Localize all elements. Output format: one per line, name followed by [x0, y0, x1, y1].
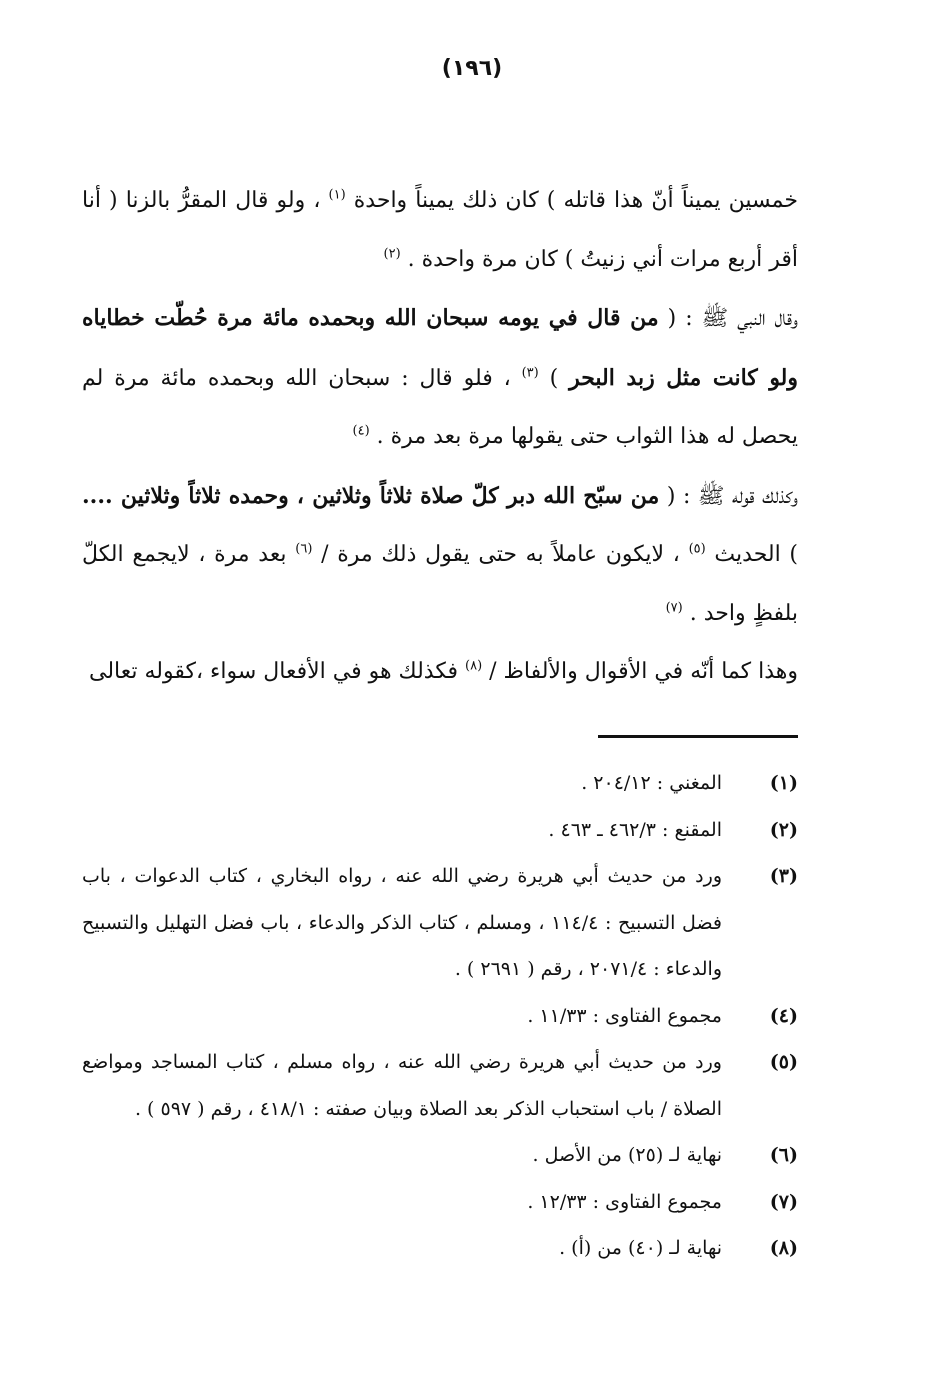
paragraph-3: [82, 467, 798, 644]
footnotes: [82, 760, 798, 1272]
footnote-2: [82, 807, 798, 854]
paragraph-1-text-b: ، ولو قال المقرُّ بالزنا ( أنا أقر أربع مرات أني زنيتُ ) كان مرة واحدة .: [82, 188, 798, 272]
footnote-ref-2: (٢): [383, 246, 401, 262]
footnote-4: [82, 993, 798, 1040]
footnote-number: (٣): [769, 865, 798, 887]
footnote-number: (٧): [769, 1190, 798, 1213]
paragraph-3-text-a: وكذلك قوله ﷺ : (: [659, 483, 799, 509]
paragraph-2-text-c: ، فلو قال : سبحان الله وبحمده مائة مرة لم يحصل له هذا الثواب حتى يقولها مرة بعد مرة .: [82, 365, 798, 449]
footnote-ref-3: (٣): [521, 365, 539, 381]
paragraph-2-text-a: وقال النبي ﷺ : (: [658, 306, 798, 331]
footnote-number: (١): [769, 772, 798, 794]
footnote-ref-5: (٥): [688, 541, 706, 557]
footnote-number: (٨): [769, 1237, 798, 1259]
footnote-ref-6: (٦): [295, 541, 313, 557]
paragraph-3-text-c: ، لايكون عاملاً به حتى يقول ذلك مرة /: [312, 542, 689, 567]
footnote-number: (٦): [769, 1144, 798, 1166]
footnote-8: [82, 1225, 798, 1272]
footnote-3: [82, 853, 798, 993]
paragraph-1: [82, 172, 798, 289]
footnote-number: (٥): [769, 1051, 798, 1073]
footnote-ref-7: (٧): [665, 600, 683, 616]
paragraph-4: [82, 643, 798, 702]
footnote-text: ورد من حديث أبي هريرة رضي الله عنه ، رواه مسلم ، كتاب المساجد ومواضع الصلاة / باب استحباب الذكر بعد الصلاة وبيان صفته : ٤١٨/١ ، رقم ( ٥٩٧ ) .: [82, 1051, 722, 1120]
footnote-number: (٤): [769, 1004, 798, 1027]
footnote-text: المقنع : ٤٦٢/٣ ـ ٤٦٣ .: [548, 818, 722, 841]
footnote-text: المغني : ٢٠٤/١٢ .: [581, 772, 722, 794]
paragraph-3-text-d: بعد مرة ، لايجمع الكلّ بلفظٍ واحد .: [82, 542, 798, 626]
footnote-ref-1: (١): [328, 187, 346, 203]
paragraph-3-text-b: ) الحديث: [705, 542, 798, 567]
hadith-quote-1: من قال في يومه سبحان الله وبحمده مائة مرة حُطّت خطاياه ولو كانت مثل زبد البحر: [82, 305, 799, 391]
page-number: (١٩٦): [441, 56, 503, 81]
footnote-ref-4: (٤): [352, 423, 370, 439]
paragraph-4-text-b: فكذلك هو في الأفعال سواء ،كقوله تعالى: [89, 659, 466, 684]
footnote-text: ورد من حديث أبي هريرة رضي الله عنه ، رواه البخاري ، كتاب الدعوات ، باب فضل التسبيح : ١١٤/٤ ، ومسلم ، كتاب الذكر والدعاء ، باب فضل التهليل والتسبيح والدعاء : ٢٠٧١/٤ ، رقم ( ٢٦٩١ ) .: [82, 865, 723, 980]
footnote-text: نهاية لـ (٤٠) من (أ) .: [559, 1237, 722, 1259]
paragraph-2: [82, 289, 798, 467]
footnote-divider: [598, 735, 798, 738]
hadith-quote-2: من سبّح الله دبر كلّ صلاة ثلاثاً وثلاثين ، وحمده ثلاثاً وثلاثين ....: [82, 482, 660, 509]
paragraph-1-text: خمسين يميناً أنّ هذا قاتله ) كان ذلك يميناً واحدة: [345, 188, 798, 213]
footnote-ref-8: (٨): [465, 658, 483, 674]
footnote-6: [82, 1132, 798, 1179]
body-text: [82, 172, 798, 702]
footnote-number: (٢): [769, 818, 798, 841]
footnote-5: [82, 1039, 798, 1132]
footnote-1: [82, 760, 798, 807]
footnote-text: مجموع الفتاوى : ١١/٣٣ .: [527, 1004, 722, 1027]
paragraph-4-text-a: وهذا كما أنّه في الأقوال والألفاظ /: [482, 659, 798, 684]
footnote-text: نهاية لـ (٢٥) من الأصل .: [532, 1144, 722, 1166]
paragraph-2-text-b: ): [538, 365, 570, 391]
footnote-text: مجموع الفتاوى : ١٢/٣٣ .: [527, 1190, 722, 1213]
footnote-7: [82, 1179, 798, 1226]
